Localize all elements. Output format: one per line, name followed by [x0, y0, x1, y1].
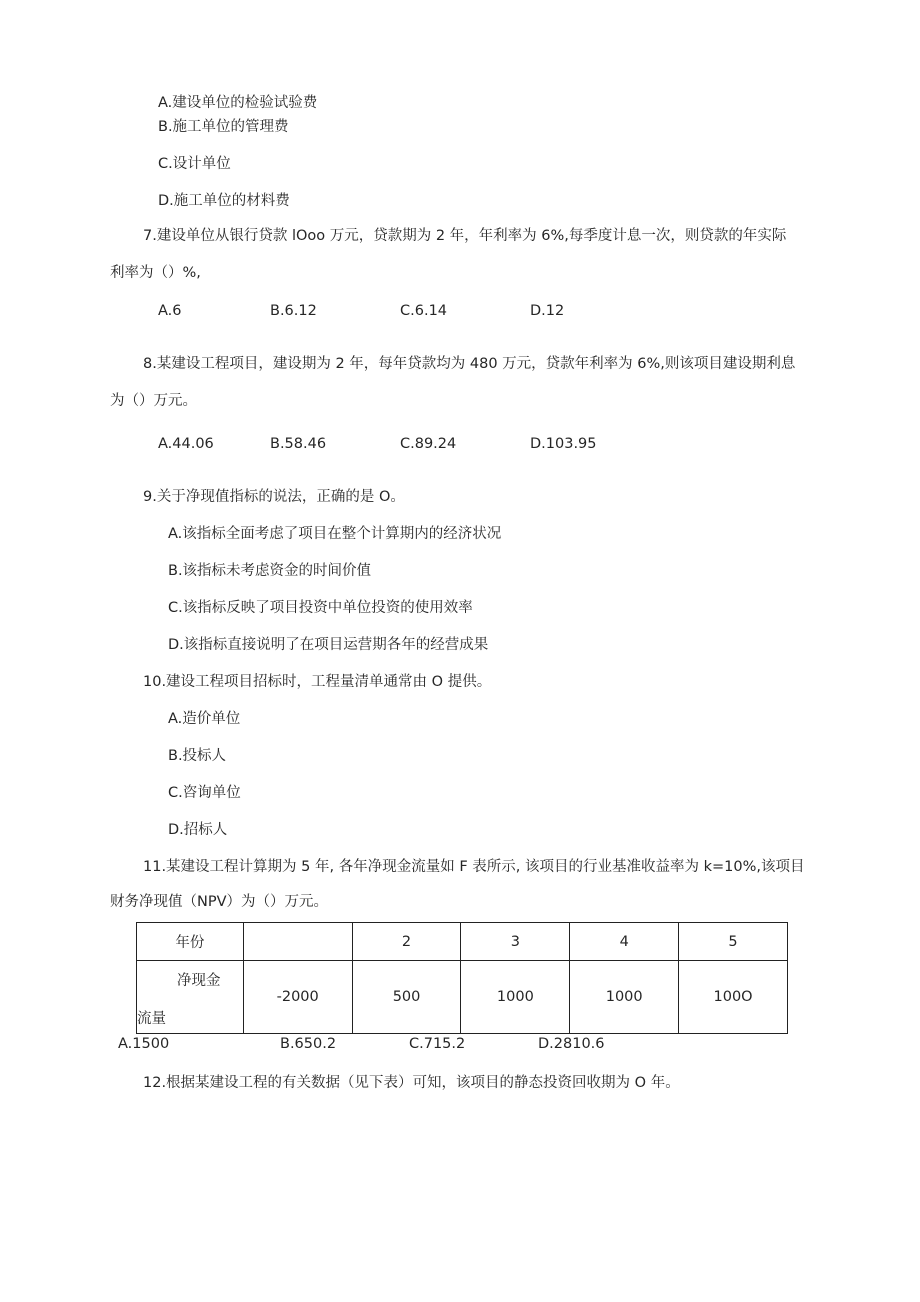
- q7-option-b: B.6.12: [270, 303, 317, 319]
- cash-flow-table: [136, 922, 788, 1034]
- q9-option-a: A.该指标全面考虑了项目在整个计算期内的经济状况: [168, 526, 502, 542]
- table-value-cell: 100O: [679, 961, 788, 1034]
- table-header-label: 年份: [137, 923, 244, 961]
- q10-option-c: C.咨询单位: [168, 785, 241, 801]
- table-row-label: [137, 961, 244, 1034]
- q10-text: 10.建设工程项目招标时，工程量清单通常由 O 提供。: [143, 674, 492, 690]
- q11-option-a: A.1500: [118, 1036, 170, 1052]
- q6-option-d: D.施工单位的材料费: [158, 193, 290, 209]
- q10-option-a: A.造价单位: [168, 711, 241, 727]
- table-year-cell: 5: [679, 923, 788, 961]
- q11-text-line1: 11.某建设工程计算期为 5 年, 各年净现金流量如 F 表所示, 该项目的行业基准收益率为 k=10%,该项目: [143, 859, 805, 875]
- q7-option-a: A.6: [158, 303, 182, 319]
- q11-option-d: D.2810.6: [538, 1036, 605, 1052]
- q11-option-b: B.650.2: [280, 1036, 337, 1052]
- table-year-cell: 4: [570, 923, 679, 961]
- q8-text-line2: 为（）万元。: [110, 393, 197, 409]
- q11-option-c: C.715.2: [409, 1036, 466, 1052]
- q9-text: 9.关于净现值指标的说法，正确的是 O。: [143, 489, 405, 505]
- q8-option-a: A.44.06: [158, 436, 214, 452]
- q6-option-b: B.施工单位的管理费: [158, 119, 289, 135]
- q6-option-a: A.建设单位的检验试验费: [158, 95, 318, 111]
- q11-text-line2: 财务净现值（NPV）为（）万元。: [110, 894, 329, 910]
- table-row: [137, 923, 788, 961]
- q9-option-d: D.该指标直接说明了在项目运营期各年的经营成果: [168, 637, 489, 653]
- q7-option-d: D.12: [530, 303, 565, 319]
- q9-option-c: C.该指标反映了项目投资中单位投资的使用效率: [168, 600, 473, 616]
- q10-option-d: D.招标人: [168, 822, 228, 838]
- q7-text-line2: 利率为（）%,: [110, 265, 201, 281]
- q10-option-b: B.投标人: [168, 748, 227, 764]
- q7-option-c: C.6.14: [400, 303, 448, 319]
- table-year-cell: 2: [352, 923, 461, 961]
- table-value-cell: -2000: [243, 961, 352, 1034]
- row-label-flow: 流量: [137, 1011, 166, 1027]
- q8-option-b: B.58.46: [270, 436, 327, 452]
- q8-option-c: C.89.24: [400, 436, 457, 452]
- table-value-cell: 500: [352, 961, 461, 1034]
- q12-text: 12.根据某建设工程的有关数据（见下表）可知，该项目的静态投资回收期为 O 年。: [143, 1075, 680, 1091]
- row-label-net-cash: 净现金: [177, 973, 221, 989]
- table-year-cell: 3: [461, 923, 570, 961]
- table-row: [137, 961, 788, 1034]
- table-year-cell: [243, 923, 352, 961]
- q9-option-b: B.该指标未考虑资金的时间价值: [168, 563, 372, 579]
- table-value-cell: 1000: [461, 961, 570, 1034]
- q6-option-c: C.设计单位: [158, 156, 231, 172]
- q8-text-line1: 8.某建设工程项目，建设期为 2 年，每年贷款均为 480 万元，贷款年利率为 6%,则该项目建设期利息: [143, 356, 796, 372]
- table-value-cell: 1000: [570, 961, 679, 1034]
- q7-text-line1: 7.建设单位从银行贷款 lOoo 万元，贷款期为 2 年，年利率为 6%,每季度计息一次，则贷款的年实际: [143, 228, 787, 244]
- q8-option-d: D.103.95: [530, 436, 597, 452]
